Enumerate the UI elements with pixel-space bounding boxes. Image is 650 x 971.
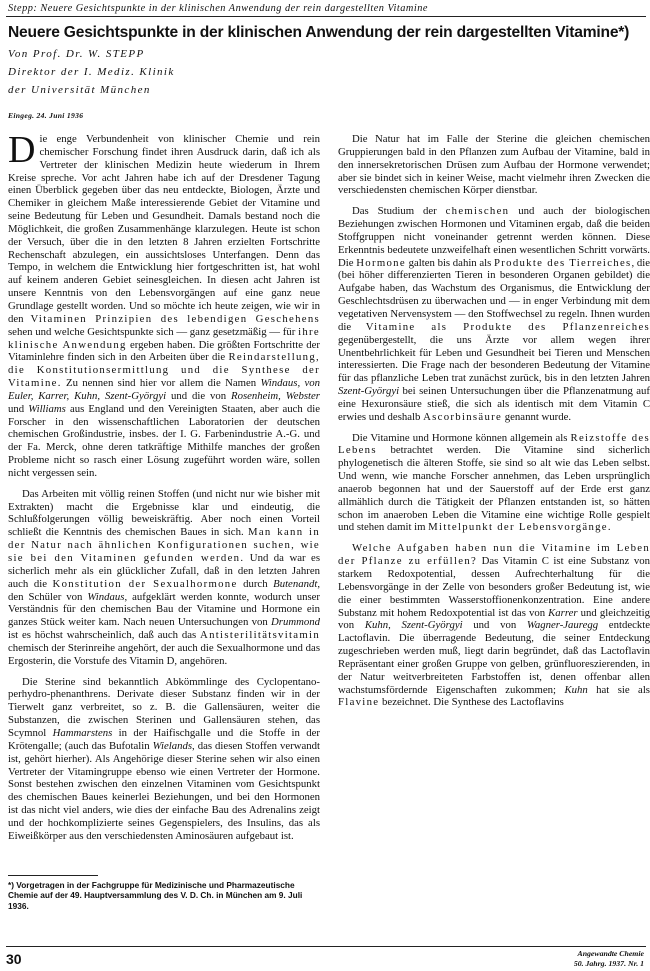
header-rule [6, 16, 646, 17]
paragraph: Welche Aufgaben haben nun die Vitamine im Leben der Pflanze zu erfüllen? Das Vitamin C ist eine Substanz von starkem Redoxpotential, dessen Aufrechterhaltung für die Lebensvorgänge in der Zelle von besonders großer Bedeutung ist, wie die einer bestimmten Wasserstoffionenkonzentration. Eine andere Substanz mit hohem Redoxpotential ist das von Karrer und gleichzeitig von Kuhn, Szent-Györgyi und von Wagner-Jauregg entdeckte Lactoflavin. Die überragende Bedeutung, die seiner Entdeckung zugeschrieben werden muß, liegt darin begründet, daß das Lactoflavin Repräsentant einer großen Gruppe von gelben, grünfluoreszierenden, in der Natur weitverbreiteten Farbstoffen ist, denen offenbar allen wachstumsfördernde Eigenschaften zukommen; Kuhn hat sie als Flavine bezeichnet. Die Synthese des Lactoflavins [338, 542, 650, 709]
journal-reference [574, 949, 644, 968]
page-number: 30 [6, 951, 22, 967]
paragraph: Die Sterine sind bekanntlich Abkömmlinge des Cyclopentano-perhydro-phenanthrens. Derivate dieser Substanz finden wir in der Tierwelt ganz verbreitet, so z. B. die Gallensäuren, weiter die Substanzen, die zwischen Sterinen und Gallensäuren stehen, das Scymnol Hammarstens in der Haifischgalle und die Stoffe in der Krötengalle; (auch das Bufotalin Wielands, das diesen Stoffen verwandt ist, gehört hierher). Als Angehörige dieser Sterine sehen wir also einen Vertreter der Vitamingruppe ebenso wie einen Vertreter der Hormone. Sonst bestehen zwischen den einzelnen Vitaminen vom Gesichtspunkt des chemischen Baues keinerlei Beziehungen, und bei den Hormonen ist das nicht viel anders, wie dies der einfache Bau des Adrenalins zeigt und der hochkomplizierte seines Gegenspielers, des Insulins, das als Eiweißkörper aus den verschiedensten Aminosäuren aufgebaut ist. [8, 675, 320, 842]
footnote: *) Vorgetragen in der Fachgruppe für Medizinische und Pharmazeutische Chemie auf der 49. Hauptversammlung des V. D. Ch. in München am 9. Juli 1936. [8, 880, 303, 911]
article-title: Neuere Gesichtspunkte in der klinischen Anwendung der rein dargestellten Vitamine*) [8, 24, 630, 41]
text-column-left [8, 129, 321, 851]
text-column-right [338, 133, 650, 717]
paragraph: Das Arbeiten mit völlig reinen Stoffen (und nicht nur wie bisher mit Extrakten) macht die Ergebnisse klar und eindeutig, die Schlußfolgerungen völlig beweiskräftig. Aber noch einen Vorteil schließt die Kenntnis des chemischen Baues in sich. Man kann in der Natur nach ähnlichen Konfigurationen suchen, wie sie bei den Vitaminen gefunden werden. Und da war es sicherlich mehr als ein glücklicher Zufall, daß in den letzten Jahren auch die Konstitution der Sexualhormone durch Butenandt, den Schüler von Windaus, aufgeklärt werden konnte, wodurch unser Verständnis für den chemischen Bau der Vitamine und Hormone ein ganzes Stück weiter kam. Nach neuen Untersuchungen von Drummond ist es höchst wahrscheinlich, daß auch das Antisterilitätsvitamin chemisch der Sterinreihe angehört, der auch die Sexualhormone und das Ergosterin, die Vorstufe des Vitamin D, angehören. [8, 487, 321, 667]
drop-cap: D [8, 129, 36, 171]
paragraph: Die enge Verbundenheit von klinischer Chemie und rein chemischer Forschung findet ihren Ausdruck darin, daß ich als Vertreter der klinischen Medizin heute wiederum in Ihrem Kreise spreche. Vor acht Jahren habe ich auf der Dresdener Tagung einen Überblick gegeben über das neu entdeckte, Biologen, Ärzte und Chemiker in gleichem Maße interessierende Gebiet der Vitamine und seine Bedeutung für Leben und Gesundheit. Damals bestand noch die Möglichkeit, die großen Zusammenhänge klarzulegen. Heute ist schon der Versuch, über die in den letzten 8 Jahren erzielten Fortschritte Rechenschaft abzulegen, ein aussichtsloses Unterfangen. Denn das Tempo, in welchem die Entwicklung hier fortgeschritten ist, hat wohl auf keinem anderen Gebiet seinesgleichen. In diesen acht Jahren ist unsere Kenntnis von den Lebensvorgängen auf eine ganz neue Grundlage gestellt worden. Und so möchte ich heute zeigen, wie wir in den Vitaminen Prinzipien des lebendigen Geschehens sehen und welche Gesichtspunkte sich — ganz gesetzmäßig — für ihre klinische Anwendung ergeben haben. Die größten Fortschritte der Vitaminlehre finden sich in den Arbeiten über die Reindarstellung, die Konstitutionsermittlung und die Synthese der Vitamine. Zu nennen sind hier vor allem die Namen Windaus, von Euler, Karrer, Kuhn, Szent-Györgyi und die von Rosenheim, Webster und Williams aus England und den Vereinigten Staaten, aber auch die Forscher in den wissenschaftlichen Laboratorien der deutschen chemischen Großindustrie, insbes. der I. G. Farbenindustrie A.-G. und der Fa. Merck, ohne deren tatkräftige Mithilfe manches der großen Probleme nicht so rasch einer Lösung zugeführt worden wäre, sollen nicht vergessen sein. [8, 129, 321, 479]
running-head: Stepp: Neuere Gesichtspunkte in der klinischen Anwendung der rein dargestellten Vitamine [8, 3, 428, 14]
paragraph: Die Vitamine und Hormone können allgemein als Reizstoffe des Lebens betrachtet werden. Die Vitamine sind sicherlich phylogenetisch die älteren Stoffe, sie sind so alt wie das Leben selbst. Und wenn, wie manche Forscher annehmen, das Leben ursprünglich anaerob begonnen hat und der Sauerstoff auf der Erde erst ganz allmählich durch die Tätigkeit der Pflanzen entstanden ist, so hätten schon im anaeroben Leben die Vitamine eine wichtige Rolle gespielt und stehen damit im Mittelpunkt der Lebensvorgänge. [338, 431, 650, 534]
footnote-rule [8, 875, 98, 876]
journal-name: Angewandte Chemie [577, 949, 644, 958]
author-byline: Von Prof. Dr. W. STEPP [8, 48, 145, 60]
paragraph: Das Studium der chemischen und auch der biologischen Beziehungen zwischen Hormonen und Vitaminen ergab, daß die beiden Stoffgruppen nicht voneinander getrennt werden können. Diese Erkenntnis bedeutete unzweifelhaft einen wesentlichen Schritt vorwärts. Die Hormone galten bis dahin als Produkte des Tierreiches, die (bei höher differenzierten Tieren in besonderen Organen gebildet) die Aufgabe haben, das Wachstum des Organismus, die Entwicklung der Geschlechtsdrüsen zu überwachen und — in enger Verbindung mit dem vegetativen Nervensystem — den Stoffwechsel zu regeln. Ihnen wurden die Vitamine als Produkte des Pflanzenreiches gegenübergestellt, die uns Ärzte vor allem wegen ihrer Unentbehrlichkeit für Leben und Gesundheit bei Tieren und Menschen interessierten. Die Frage nach der besonderen Bedeutung der Vitamine für das pflanzliche Leben trat zunächst zurück, bis in den letzten Jahren Szent-Györgyi bei seinen Untersuchungen über die Pflanzenatmung auf eine Hexuronsäure stieß, die sich als identisch mit dem Vitamin C erwies und deshalb Ascorbinsäure genannt wurde. [338, 205, 650, 423]
author-affiliation: Direktor der I. Mediz. Klinik [8, 66, 175, 78]
journal-volume: 50. Jahrg. 1937. Nr. 1 [573, 958, 644, 968]
received-date: Eingeg. 24. Juni 1936 [8, 111, 84, 120]
author-university: der Universität München [8, 84, 151, 96]
footer-rule [6, 946, 646, 947]
paragraph: Die Natur hat im Falle der Sterine die gleichen chemischen Gruppierungen bald in den Pflanzen zum Aufbau der Vitamine, bald in den innersekretorischen Drüsen zum Aufbau der Hormone verwendet; aber sie bindet sich in keiner Weise, macht vielmehr ihren Zwecken die verschiedensten chemischen Körper dienstbar. [338, 133, 650, 197]
